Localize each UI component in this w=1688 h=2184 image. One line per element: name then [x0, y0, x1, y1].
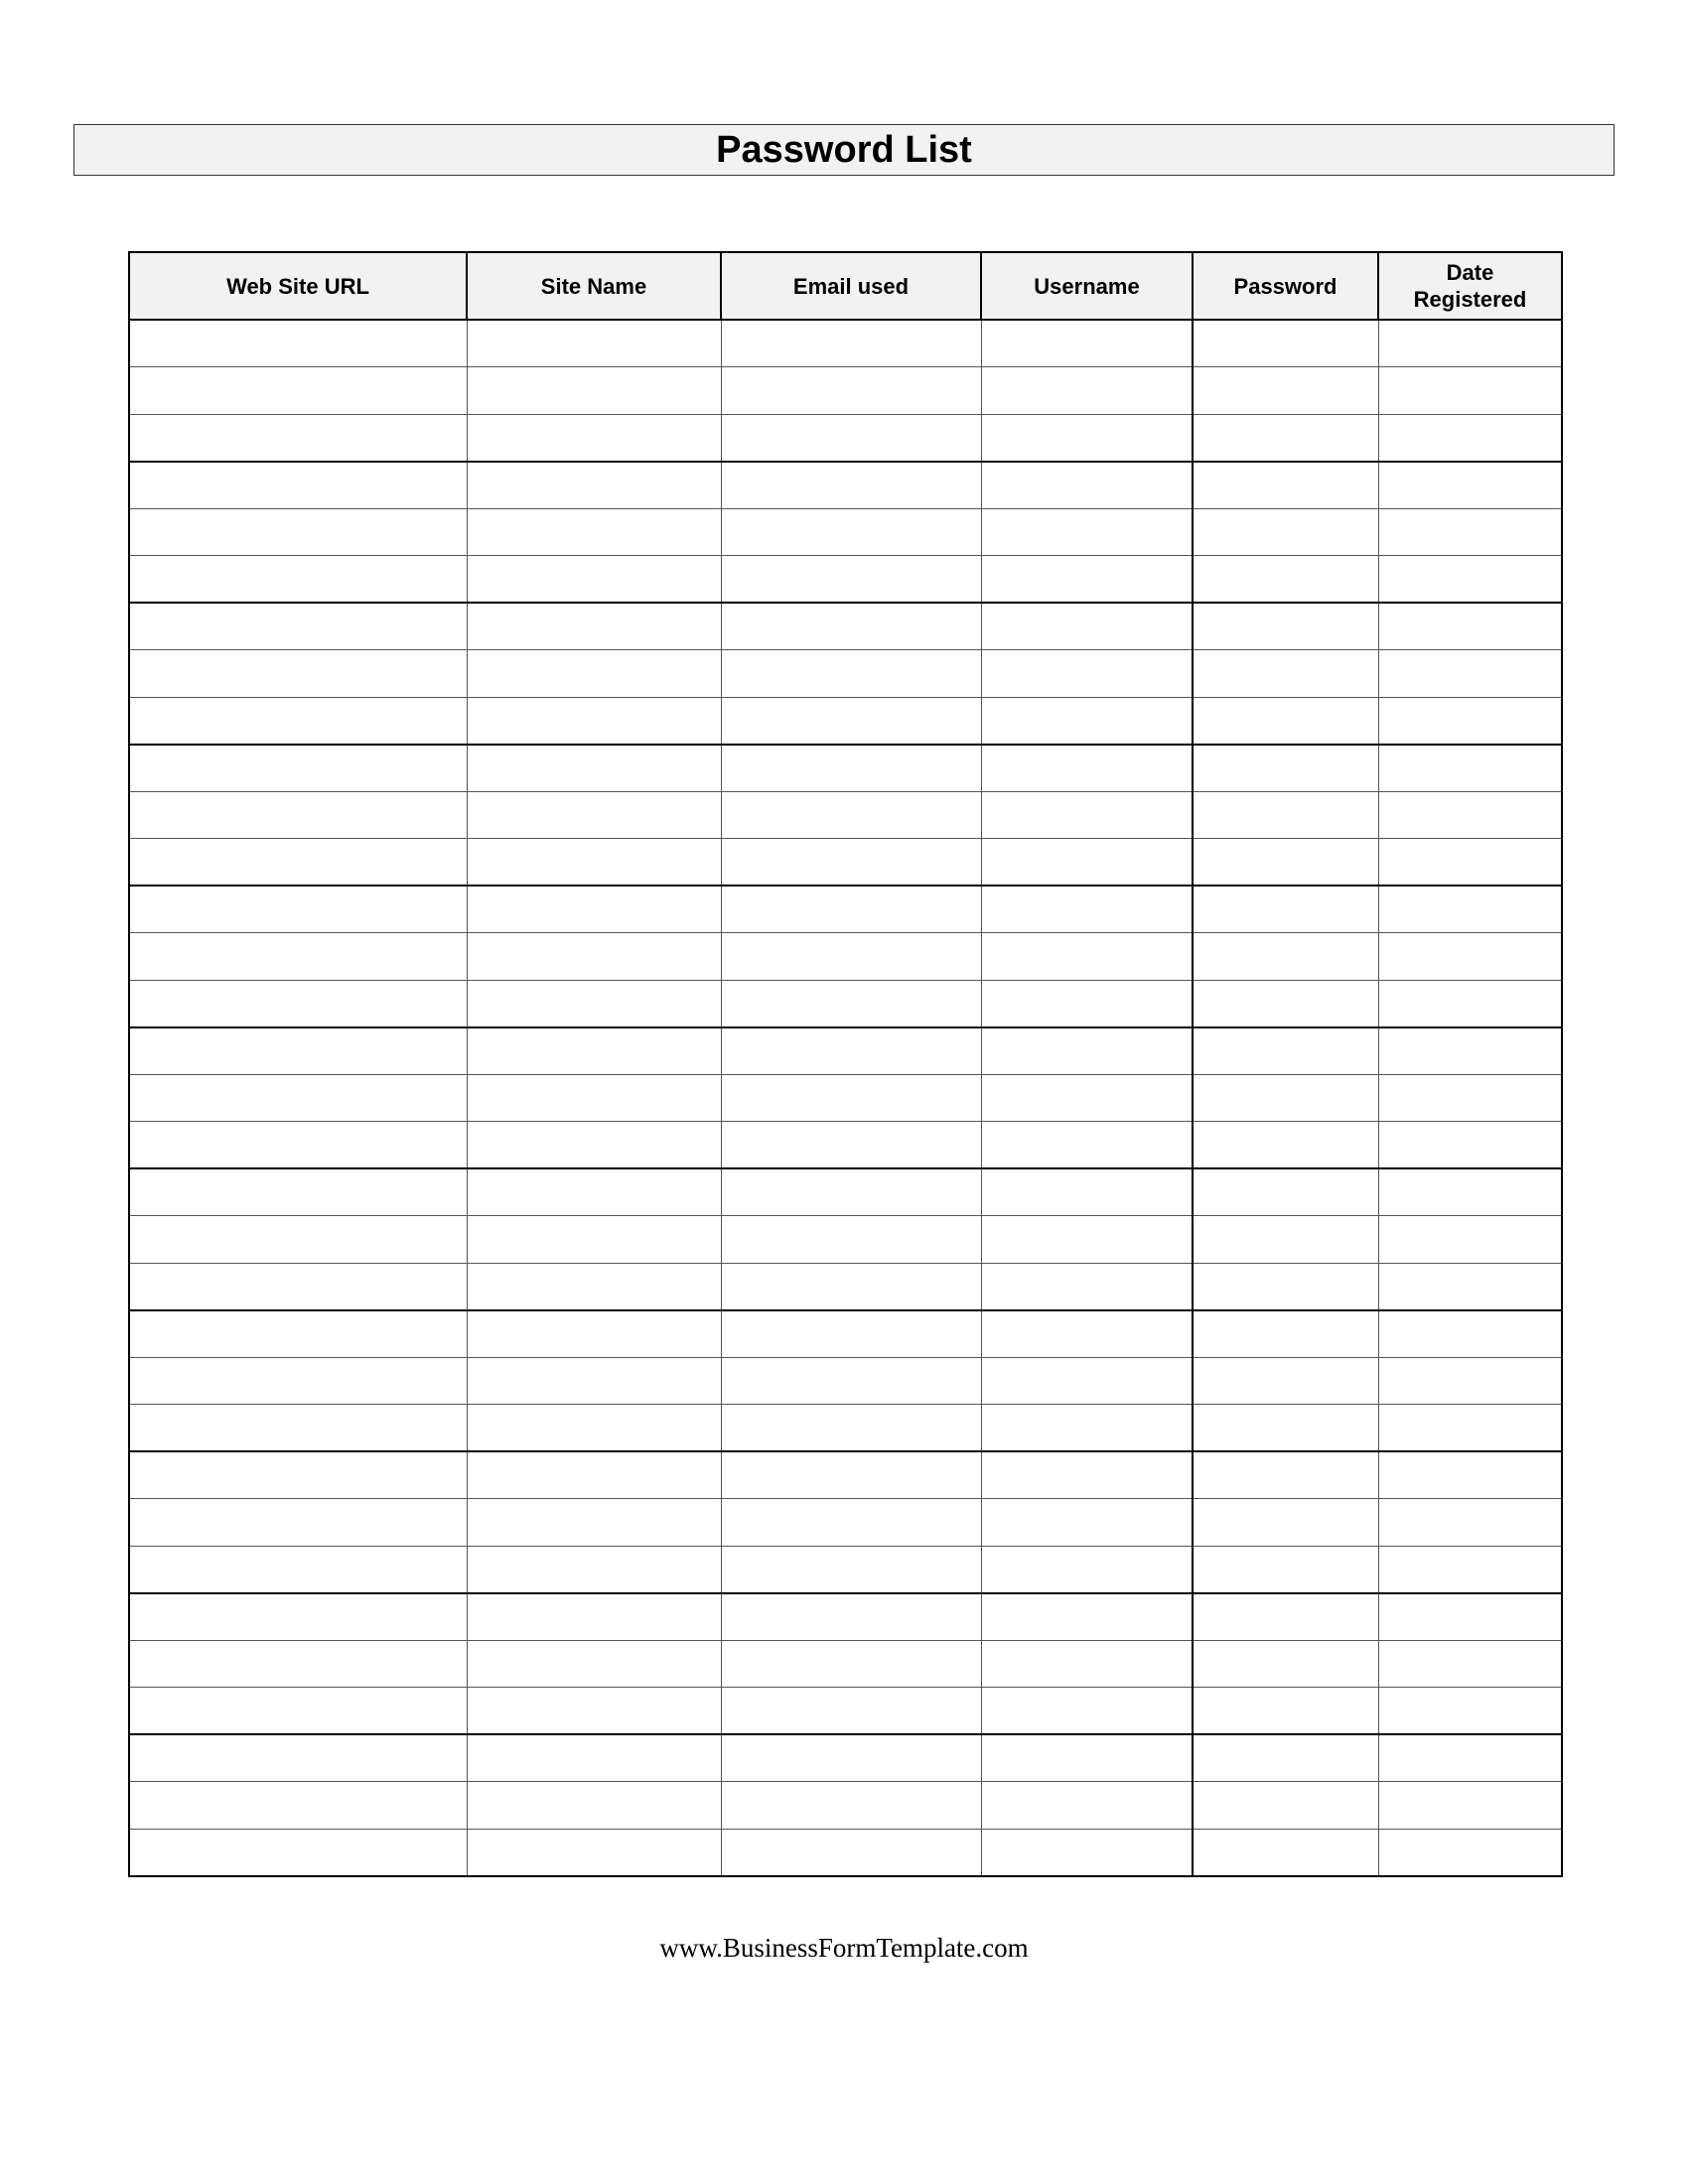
cell-url[interactable] — [129, 1688, 467, 1735]
cell-password[interactable] — [1193, 1593, 1378, 1641]
cell-email[interactable] — [721, 414, 981, 462]
table-row — [129, 414, 1562, 462]
cell-password[interactable] — [1193, 1263, 1378, 1310]
cell-username[interactable] — [981, 933, 1193, 981]
table-row — [129, 1782, 1562, 1830]
cell-password[interactable] — [1193, 462, 1378, 509]
table-row — [129, 556, 1562, 604]
cell-site-name[interactable] — [467, 886, 721, 933]
cell-password[interactable] — [1193, 1734, 1378, 1782]
cell-site-name[interactable] — [467, 1499, 721, 1547]
cell-username[interactable] — [981, 791, 1193, 839]
cell-url[interactable] — [129, 1027, 467, 1075]
cell-username[interactable] — [981, 1451, 1193, 1499]
cell-password[interactable] — [1193, 1640, 1378, 1688]
cell-password[interactable] — [1193, 1782, 1378, 1830]
cell-password[interactable] — [1193, 697, 1378, 745]
cell-date[interactable] — [1378, 886, 1562, 933]
cell-password[interactable] — [1193, 556, 1378, 604]
cell-username[interactable] — [981, 1216, 1193, 1264]
cell-site-name[interactable] — [467, 603, 721, 650]
cell-username[interactable] — [981, 1640, 1193, 1688]
cell-url[interactable] — [129, 1782, 467, 1830]
cell-password[interactable] — [1193, 603, 1378, 650]
cell-site-name[interactable] — [467, 1122, 721, 1169]
column-header-username: Username — [981, 252, 1193, 320]
cell-date[interactable] — [1378, 1310, 1562, 1358]
cell-url[interactable] — [129, 886, 467, 933]
cell-password[interactable] — [1193, 1451, 1378, 1499]
table-row — [129, 1405, 1562, 1452]
cell-password[interactable] — [1193, 886, 1378, 933]
table-row — [129, 367, 1562, 415]
cell-username[interactable] — [981, 1027, 1193, 1075]
cell-password[interactable] — [1193, 1310, 1378, 1358]
cell-username[interactable] — [981, 462, 1193, 509]
cell-username[interactable] — [981, 1829, 1193, 1876]
cell-site-name[interactable] — [467, 1405, 721, 1452]
table-row — [129, 791, 1562, 839]
cell-url[interactable] — [129, 603, 467, 650]
cell-username[interactable] — [981, 1122, 1193, 1169]
table-row — [129, 1027, 1562, 1075]
table-row — [129, 462, 1562, 509]
cell-site-name[interactable] — [467, 791, 721, 839]
cell-site-name[interactable] — [467, 1640, 721, 1688]
footer-website: www.BusinessFormTemplate.com — [659, 1933, 1029, 1963]
cell-date[interactable] — [1378, 1829, 1562, 1876]
cell-date[interactable] — [1378, 933, 1562, 981]
cell-url[interactable] — [129, 1734, 467, 1782]
cell-email[interactable] — [721, 1357, 981, 1405]
cell-email[interactable] — [721, 1122, 981, 1169]
cell-site-name[interactable] — [467, 1168, 721, 1216]
cell-email[interactable] — [721, 1499, 981, 1547]
cell-date[interactable] — [1378, 603, 1562, 650]
cell-username[interactable] — [981, 414, 1193, 462]
cell-password[interactable] — [1193, 1829, 1378, 1876]
cell-date[interactable] — [1378, 1499, 1562, 1547]
cell-email[interactable] — [721, 1074, 981, 1122]
cell-email[interactable] — [721, 745, 981, 792]
cell-password[interactable] — [1193, 320, 1378, 367]
cell-url[interactable] — [129, 1168, 467, 1216]
cell-url[interactable] — [129, 1499, 467, 1547]
cell-date[interactable] — [1378, 1074, 1562, 1122]
cell-date[interactable] — [1378, 414, 1562, 462]
cell-password[interactable] — [1193, 1357, 1378, 1405]
cell-site-name[interactable] — [467, 1546, 721, 1593]
cell-username[interactable] — [981, 1263, 1193, 1310]
table-row — [129, 1216, 1562, 1264]
cell-site-name[interactable] — [467, 508, 721, 556]
cell-email[interactable] — [721, 933, 981, 981]
cell-url[interactable] — [129, 1357, 467, 1405]
cell-password[interactable] — [1193, 980, 1378, 1027]
table-body — [129, 320, 1562, 1876]
header-row — [129, 252, 1562, 320]
cell-password[interactable] — [1193, 1122, 1378, 1169]
cell-date[interactable] — [1378, 791, 1562, 839]
cell-url[interactable] — [129, 697, 467, 745]
cell-date[interactable] — [1378, 697, 1562, 745]
cell-username[interactable] — [981, 1074, 1193, 1122]
cell-password[interactable] — [1193, 414, 1378, 462]
table-row — [129, 1640, 1562, 1688]
cell-date[interactable] — [1378, 1263, 1562, 1310]
cell-email[interactable] — [721, 462, 981, 509]
table-row — [129, 508, 1562, 556]
cell-username[interactable] — [981, 1405, 1193, 1452]
column-header-url: Web Site URL — [129, 252, 467, 320]
cell-email[interactable] — [721, 1640, 981, 1688]
cell-date[interactable] — [1378, 367, 1562, 415]
cell-site-name[interactable] — [467, 745, 721, 792]
cell-email[interactable] — [721, 508, 981, 556]
cell-email[interactable] — [721, 1451, 981, 1499]
cell-url[interactable] — [129, 1546, 467, 1593]
cell-date[interactable] — [1378, 462, 1562, 509]
cell-username[interactable] — [981, 839, 1193, 887]
cell-site-name[interactable] — [467, 697, 721, 745]
cell-username[interactable] — [981, 886, 1193, 933]
table-row — [129, 1734, 1562, 1782]
cell-username[interactable] — [981, 1546, 1193, 1593]
table-row — [129, 1593, 1562, 1641]
table-row — [129, 980, 1562, 1027]
cell-username[interactable] — [981, 320, 1193, 367]
cell-email[interactable] — [721, 367, 981, 415]
cell-site-name[interactable] — [467, 414, 721, 462]
table-row — [129, 1499, 1562, 1547]
cell-username[interactable] — [981, 508, 1193, 556]
cell-email[interactable] — [721, 320, 981, 367]
cell-url[interactable] — [129, 933, 467, 981]
cell-username[interactable] — [981, 1168, 1193, 1216]
cell-password[interactable] — [1193, 1074, 1378, 1122]
column-header-email: Email used — [721, 252, 981, 320]
cell-site-name[interactable] — [467, 1688, 721, 1735]
table-row — [129, 1829, 1562, 1876]
cell-username[interactable] — [981, 367, 1193, 415]
cell-password[interactable] — [1193, 1688, 1378, 1735]
cell-site-name[interactable] — [467, 1357, 721, 1405]
table-row — [129, 933, 1562, 981]
cell-url[interactable] — [129, 1216, 467, 1264]
cell-site-name[interactable] — [467, 1593, 721, 1641]
cell-date[interactable] — [1378, 508, 1562, 556]
cell-site-name[interactable] — [467, 1829, 721, 1876]
table-row — [129, 1451, 1562, 1499]
cell-email[interactable] — [721, 980, 981, 1027]
cell-username[interactable] — [981, 1782, 1193, 1830]
cell-date[interactable] — [1378, 1734, 1562, 1782]
cell-date[interactable] — [1378, 1782, 1562, 1830]
cell-username[interactable] — [981, 1593, 1193, 1641]
cell-site-name[interactable] — [467, 320, 721, 367]
cell-username[interactable] — [981, 745, 1193, 792]
cell-url[interactable] — [129, 1593, 467, 1641]
cell-date[interactable] — [1378, 320, 1562, 367]
cell-username[interactable] — [981, 603, 1193, 650]
cell-email[interactable] — [721, 1027, 981, 1075]
cell-password[interactable] — [1193, 650, 1378, 698]
cell-email[interactable] — [721, 1405, 981, 1452]
cell-site-name[interactable] — [467, 1074, 721, 1122]
cell-password[interactable] — [1193, 367, 1378, 415]
cell-date[interactable] — [1378, 1640, 1562, 1688]
cell-site-name[interactable] — [467, 1310, 721, 1358]
table-row — [129, 1168, 1562, 1216]
table-row — [129, 886, 1562, 933]
cell-url[interactable] — [129, 839, 467, 887]
cell-password[interactable] — [1193, 933, 1378, 981]
cell-password[interactable] — [1193, 791, 1378, 839]
cell-password[interactable] — [1193, 1027, 1378, 1075]
cell-username[interactable] — [981, 1734, 1193, 1782]
cell-date[interactable] — [1378, 1357, 1562, 1405]
cell-username[interactable] — [981, 697, 1193, 745]
cell-site-name[interactable] — [467, 1451, 721, 1499]
cell-email[interactable] — [721, 1782, 981, 1830]
cell-date[interactable] — [1378, 650, 1562, 698]
cell-site-name[interactable] — [467, 1263, 721, 1310]
cell-url[interactable] — [129, 1310, 467, 1358]
cell-password[interactable] — [1193, 839, 1378, 887]
cell-date[interactable] — [1378, 556, 1562, 604]
table-row — [129, 1546, 1562, 1593]
cell-email[interactable] — [721, 1263, 981, 1310]
cell-email[interactable] — [721, 1734, 981, 1782]
cell-url[interactable] — [129, 556, 467, 604]
cell-password[interactable] — [1193, 1499, 1378, 1547]
cell-url[interactable] — [129, 1451, 467, 1499]
table-row — [129, 839, 1562, 887]
cell-username[interactable] — [981, 1499, 1193, 1547]
table-row — [129, 650, 1562, 698]
cell-password[interactable] — [1193, 1168, 1378, 1216]
cell-site-name[interactable] — [467, 1216, 721, 1264]
column-header-date-registered: Date Registered — [1378, 252, 1562, 320]
cell-email[interactable] — [721, 839, 981, 887]
cell-url[interactable] — [129, 320, 467, 367]
cell-email[interactable] — [721, 791, 981, 839]
cell-username[interactable] — [981, 980, 1193, 1027]
cell-email[interactable] — [721, 886, 981, 933]
cell-username[interactable] — [981, 556, 1193, 604]
table-row — [129, 320, 1562, 367]
cell-url[interactable] — [129, 1640, 467, 1688]
cell-url[interactable] — [129, 1263, 467, 1310]
cell-date[interactable] — [1378, 1451, 1562, 1499]
cell-url[interactable] — [129, 650, 467, 698]
cell-username[interactable] — [981, 650, 1193, 698]
cell-username[interactable] — [981, 1688, 1193, 1735]
cell-site-name[interactable] — [467, 980, 721, 1027]
cell-site-name[interactable] — [467, 839, 721, 887]
cell-email[interactable] — [721, 1829, 981, 1876]
cell-date[interactable] — [1378, 1405, 1562, 1452]
cell-site-name[interactable] — [467, 367, 721, 415]
cell-email[interactable] — [721, 1688, 981, 1735]
cell-email[interactable] — [721, 603, 981, 650]
cell-url[interactable] — [129, 1074, 467, 1122]
page-title: Password List — [716, 129, 972, 171]
password-table — [128, 251, 1563, 1877]
table-row — [129, 1357, 1562, 1405]
cell-date[interactable] — [1378, 1027, 1562, 1075]
table-row — [129, 1074, 1562, 1122]
table-row — [129, 1310, 1562, 1358]
cell-password[interactable] — [1193, 745, 1378, 792]
cell-email[interactable] — [721, 1593, 981, 1641]
table-row — [129, 1122, 1562, 1169]
cell-site-name[interactable] — [467, 1782, 721, 1830]
cell-email[interactable] — [721, 1216, 981, 1264]
cell-site-name[interactable] — [467, 933, 721, 981]
column-header-site-name: Site Name — [467, 252, 721, 320]
cell-date[interactable] — [1378, 1122, 1562, 1169]
cell-username[interactable] — [981, 1357, 1193, 1405]
cell-email[interactable] — [721, 1310, 981, 1358]
cell-url[interactable] — [129, 1405, 467, 1452]
cell-url[interactable] — [129, 367, 467, 415]
cell-url[interactable] — [129, 791, 467, 839]
cell-date[interactable] — [1378, 1168, 1562, 1216]
cell-password[interactable] — [1193, 1546, 1378, 1593]
title-box — [73, 124, 1615, 176]
cell-date[interactable] — [1378, 1216, 1562, 1264]
cell-site-name[interactable] — [467, 650, 721, 698]
cell-date[interactable] — [1378, 1593, 1562, 1641]
cell-email[interactable] — [721, 1168, 981, 1216]
table-row — [129, 1688, 1562, 1735]
cell-password[interactable] — [1193, 1405, 1378, 1452]
cell-password[interactable] — [1193, 1216, 1378, 1264]
cell-date[interactable] — [1378, 980, 1562, 1027]
cell-url[interactable] — [129, 414, 467, 462]
table-row — [129, 697, 1562, 745]
cell-url[interactable] — [129, 462, 467, 509]
column-header-password: Password — [1193, 252, 1378, 320]
table-row — [129, 1263, 1562, 1310]
cell-date[interactable] — [1378, 745, 1562, 792]
table-row — [129, 603, 1562, 650]
cell-url[interactable] — [129, 508, 467, 556]
cell-email[interactable] — [721, 697, 981, 745]
cell-email[interactable] — [721, 650, 981, 698]
cell-password[interactable] — [1193, 508, 1378, 556]
cell-site-name[interactable] — [467, 462, 721, 509]
cell-date[interactable] — [1378, 839, 1562, 887]
cell-site-name[interactable] — [467, 556, 721, 604]
cell-email[interactable] — [721, 556, 981, 604]
table-row — [129, 745, 1562, 792]
cell-date[interactable] — [1378, 1546, 1562, 1593]
cell-url[interactable] — [129, 1829, 467, 1876]
cell-url[interactable] — [129, 980, 467, 1027]
cell-url[interactable] — [129, 745, 467, 792]
cell-date[interactable] — [1378, 1688, 1562, 1735]
cell-url[interactable] — [129, 1122, 467, 1169]
cell-username[interactable] — [981, 1310, 1193, 1358]
cell-site-name[interactable] — [467, 1027, 721, 1075]
cell-site-name[interactable] — [467, 1734, 721, 1782]
cell-email[interactable] — [721, 1546, 981, 1593]
